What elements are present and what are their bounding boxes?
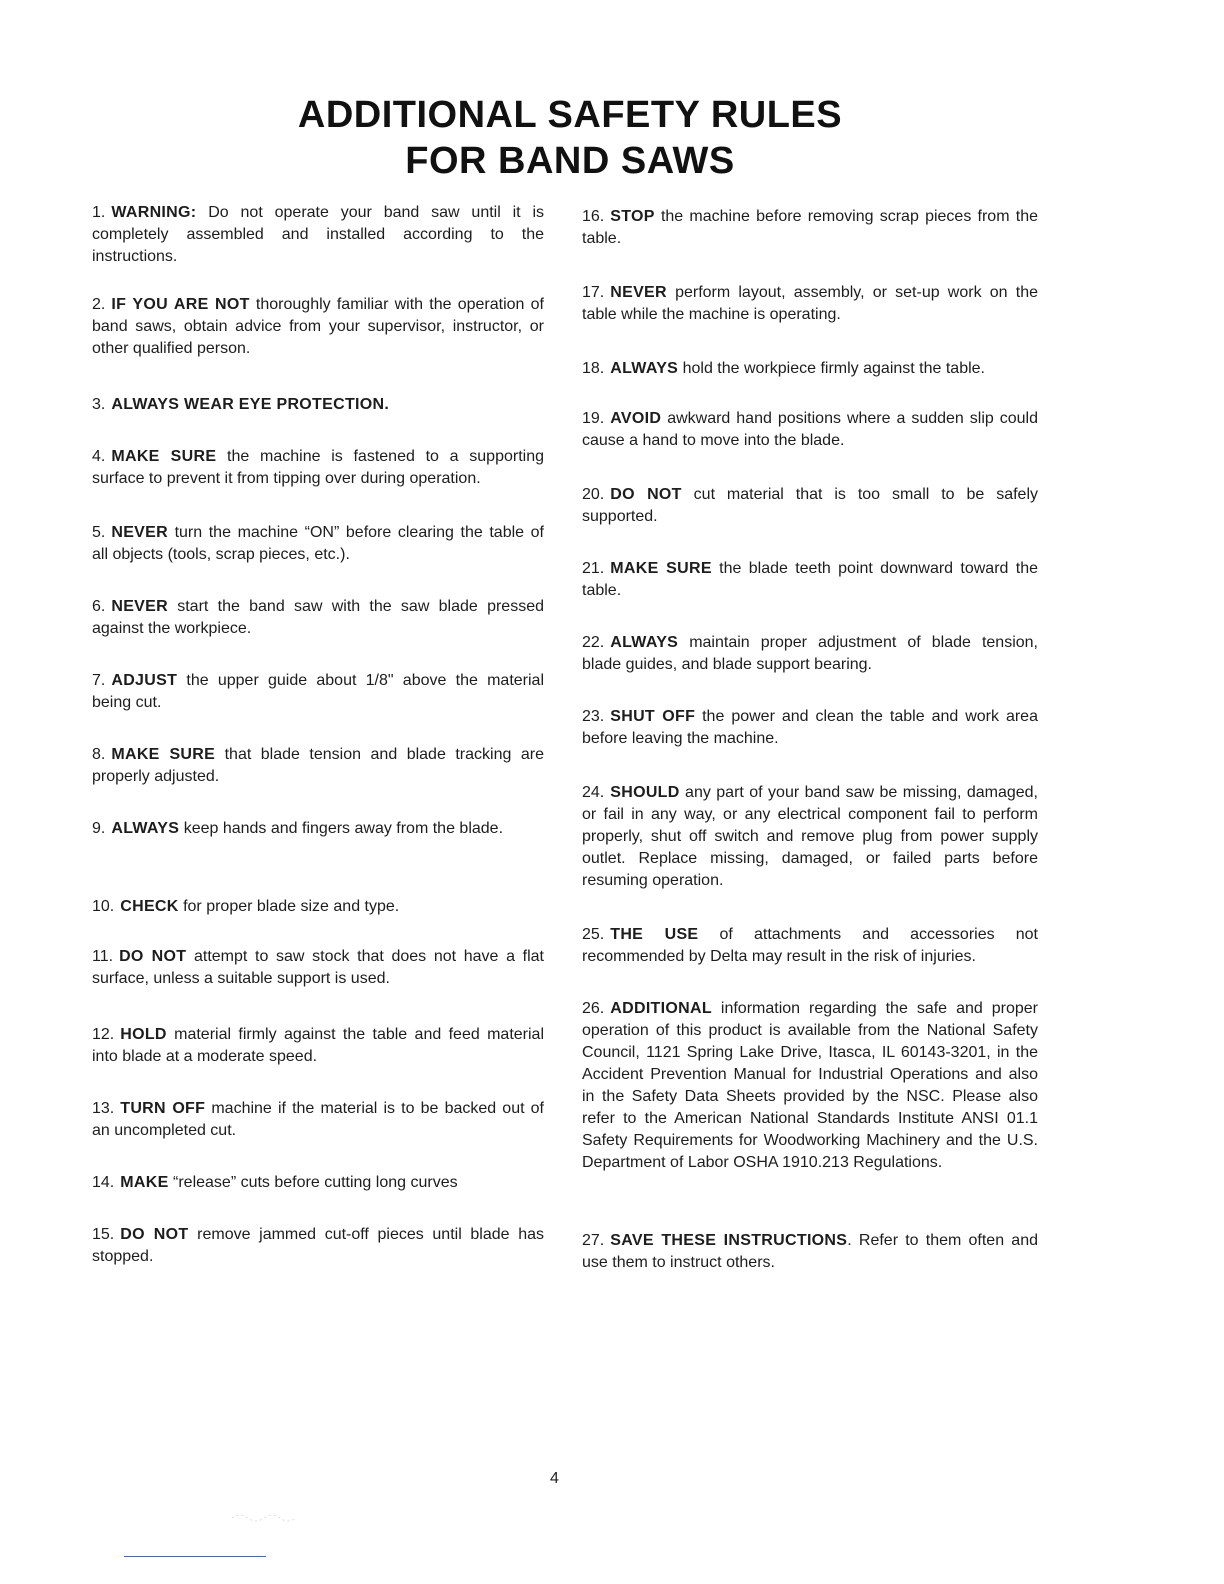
rule-number: 26. bbox=[582, 1000, 605, 1017]
rule-keyword: MAKE SURE bbox=[111, 746, 216, 763]
rule-number: 23. bbox=[582, 708, 605, 725]
page-title bbox=[0, 92, 1140, 184]
rule-keyword: NEVER bbox=[610, 284, 667, 301]
rule-keyword: SHUT OFF bbox=[610, 708, 696, 725]
rule-number: 4. bbox=[92, 448, 106, 465]
rule-number: 1. bbox=[92, 204, 106, 221]
rule-item bbox=[582, 632, 1038, 676]
rule-item bbox=[92, 394, 544, 416]
rule-item bbox=[92, 294, 544, 360]
title-line-2: FOR BAND SAWS bbox=[405, 140, 735, 182]
rule-keyword: ALWAYS bbox=[111, 820, 180, 837]
rule-text: awkward hand positions where a sudden slip could cause a hand to move into the blade. bbox=[582, 410, 1038, 449]
rule-number: 19. bbox=[582, 410, 605, 427]
rule-number: 7. bbox=[92, 672, 106, 689]
rule-text: the machine is fastened to a supporting surface to prevent it from tipping over during operation. bbox=[92, 448, 544, 487]
rule-number: 12. bbox=[92, 1026, 115, 1043]
rule-text: start the band saw with the saw blade pressed against the workpiece. bbox=[92, 598, 544, 637]
rule-number: 25. bbox=[582, 926, 605, 943]
rule-text: maintain proper adjustment of blade tension, blade guides, and blade support bearing. bbox=[582, 634, 1038, 673]
rule-number: 20. bbox=[582, 486, 605, 503]
rule-text: thoroughly familiar with the operation of band saws, obtain advice from your supervisor, instructor, or other qualified person. bbox=[92, 296, 544, 357]
rule-number: 16. bbox=[582, 208, 605, 225]
rule-item bbox=[92, 1098, 544, 1142]
rule-text: hold the workpiece firmly against the table. bbox=[678, 360, 985, 377]
rule-item bbox=[582, 1230, 1038, 1274]
rule-number: 15. bbox=[92, 1226, 115, 1243]
rule-item bbox=[582, 484, 1038, 528]
rule-text: remove jammed cut-off pieces until blade has stopped. bbox=[92, 1226, 544, 1265]
rule-number: 18. bbox=[582, 360, 605, 377]
rule-keyword: DO NOT bbox=[610, 486, 682, 503]
rule-number: 11. bbox=[92, 948, 114, 965]
rule-item bbox=[582, 408, 1038, 452]
rule-item bbox=[92, 446, 544, 490]
rule-keyword: NEVER bbox=[111, 598, 168, 615]
rule-keyword: ALWAYS bbox=[610, 634, 679, 651]
rule-item bbox=[582, 558, 1038, 602]
rule-number: 17. bbox=[582, 284, 605, 301]
rule-number: 9. bbox=[92, 820, 106, 837]
rule-keyword: ALWAYS WEAR EYE PROTECTION. bbox=[111, 396, 390, 413]
rule-text: the blade teeth point downward toward the table. bbox=[582, 560, 1038, 599]
rule-number: 21. bbox=[582, 560, 605, 577]
rule-item bbox=[92, 744, 544, 788]
rule-number: 3. bbox=[92, 396, 106, 413]
rule-item bbox=[92, 670, 544, 714]
rule-text: perform layout, assembly, or set-up work on the table while the machine is operating. bbox=[582, 284, 1038, 323]
rule-text: keep hands and fingers away from the blade. bbox=[179, 820, 504, 837]
rule-keyword: ADJUST bbox=[111, 672, 178, 689]
title-line-1: ADDITIONAL SAFETY RULES bbox=[297, 94, 843, 136]
rule-keyword: SHOULD bbox=[610, 784, 680, 801]
rule-keyword: WARNING: bbox=[111, 204, 197, 221]
rule-text: for proper blade size and type. bbox=[178, 898, 400, 915]
rule-number: 27. bbox=[582, 1232, 605, 1249]
rule-text: . Refer to them often and use them to instruct others. bbox=[582, 1232, 1038, 1271]
rule-item bbox=[92, 1172, 544, 1194]
rule-text: machine if the material is to be backed out of an uncompleted cut. bbox=[92, 1100, 545, 1139]
rule-keyword: MAKE SURE bbox=[111, 448, 217, 465]
rule-keyword: SAVE THESE INSTRUCTIONS bbox=[610, 1232, 848, 1249]
rule-keyword: DO NOT bbox=[120, 1226, 189, 1243]
rule-item bbox=[582, 706, 1038, 750]
rule-number: 14. bbox=[92, 1174, 115, 1191]
rule-item bbox=[92, 1024, 544, 1068]
rule-keyword: IF YOU ARE NOT bbox=[111, 296, 250, 313]
rule-keyword: MAKE SURE bbox=[610, 560, 712, 577]
rule-item bbox=[582, 206, 1038, 250]
rule-text: of attachments and accessories not recommended by Delta may result in the risk of injuries. bbox=[582, 926, 1038, 965]
rule-item bbox=[582, 782, 1038, 892]
rule-number: 22. bbox=[582, 634, 605, 651]
page-number: 4 bbox=[550, 1470, 559, 1487]
rule-item bbox=[92, 1224, 544, 1268]
rule-item bbox=[92, 818, 544, 840]
rule-number: 8. bbox=[92, 746, 106, 763]
rule-text: cut material that is too small to be safely supported. bbox=[582, 486, 1038, 525]
rule-keyword: AVOID bbox=[610, 410, 662, 427]
rule-keyword: TURN OFF bbox=[120, 1100, 206, 1117]
rule-item bbox=[92, 596, 544, 640]
rule-text: material firmly against the table and feed material into blade at a moderate speed. bbox=[92, 1026, 544, 1065]
rule-item bbox=[92, 522, 544, 566]
rule-text: attempt to saw stock that does not have a flat surface, unless a suitable support is used. bbox=[92, 948, 545, 987]
rule-item bbox=[92, 896, 544, 918]
rule-number: 5. bbox=[92, 524, 106, 541]
rule-item bbox=[582, 998, 1038, 1174]
rule-text: Do not operate your band saw until it is completely assembled and installed according to the instructions. bbox=[92, 204, 544, 265]
rule-keyword: CHECK bbox=[120, 898, 179, 915]
rule-text: the machine before removing scrap pieces from the table. bbox=[582, 208, 1038, 247]
scan-smudge bbox=[230, 1508, 300, 1526]
rule-keyword: THE USE bbox=[610, 926, 699, 943]
rule-text: turn the machine “ON” before clearing the table of all objects (tools, scrap pieces, etc.). bbox=[92, 524, 544, 563]
rule-number: 13. bbox=[92, 1100, 115, 1117]
rule-text: “release” cuts before cutting long curves bbox=[168, 1174, 458, 1191]
rule-text: the upper guide about 1/8" above the material being cut. bbox=[92, 672, 544, 711]
rule-number: 6. bbox=[92, 598, 106, 615]
rule-keyword: ALWAYS bbox=[610, 360, 679, 377]
rule-item bbox=[582, 924, 1038, 968]
rule-item bbox=[582, 282, 1038, 326]
rule-text: any part of your band saw be missing, damaged, or fail in any way, or any electrical component fail to perform properly, shut off switch and remove plug from power supply outlet. Replace missing, damaged, or failed parts before resuming operation. bbox=[582, 784, 1038, 889]
rule-number: 2. bbox=[92, 296, 106, 313]
rule-text: information regarding the safe and proper operation of this product is available from the National Safety Council, 1121 Spring Lake Drive, Itasca, IL 60143-3201, in the Accident Prevention Manual for Industrial Operations and also in the Safety Data Sheets provided by the NSC. Please also refer to the American National Standards Institute ANSI 01.1 Safety Requirements for Woodworking Machinery and the U.S. Department of Labor OSHA 1910.213 Regulations. bbox=[582, 1000, 1038, 1171]
rule-keyword: STOP bbox=[610, 208, 655, 225]
rule-text: the power and clean the table and work area before leaving the machine. bbox=[582, 708, 1038, 747]
rule-keyword: MAKE bbox=[120, 1174, 169, 1191]
rule-keyword: ADDITIONAL bbox=[610, 1000, 712, 1017]
rule-number: 10. bbox=[92, 898, 115, 915]
rule-keyword: DO NOT bbox=[119, 948, 187, 965]
rule-keyword: NEVER bbox=[111, 524, 168, 541]
rule-item bbox=[92, 946, 544, 990]
rule-item bbox=[582, 358, 1038, 380]
rule-item bbox=[92, 202, 544, 268]
rule-text: that blade tension and blade tracking are properly adjusted. bbox=[92, 746, 544, 785]
bottom-rule bbox=[124, 1556, 266, 1557]
rule-keyword: HOLD bbox=[120, 1026, 167, 1043]
rule-number: 24. bbox=[582, 784, 605, 801]
